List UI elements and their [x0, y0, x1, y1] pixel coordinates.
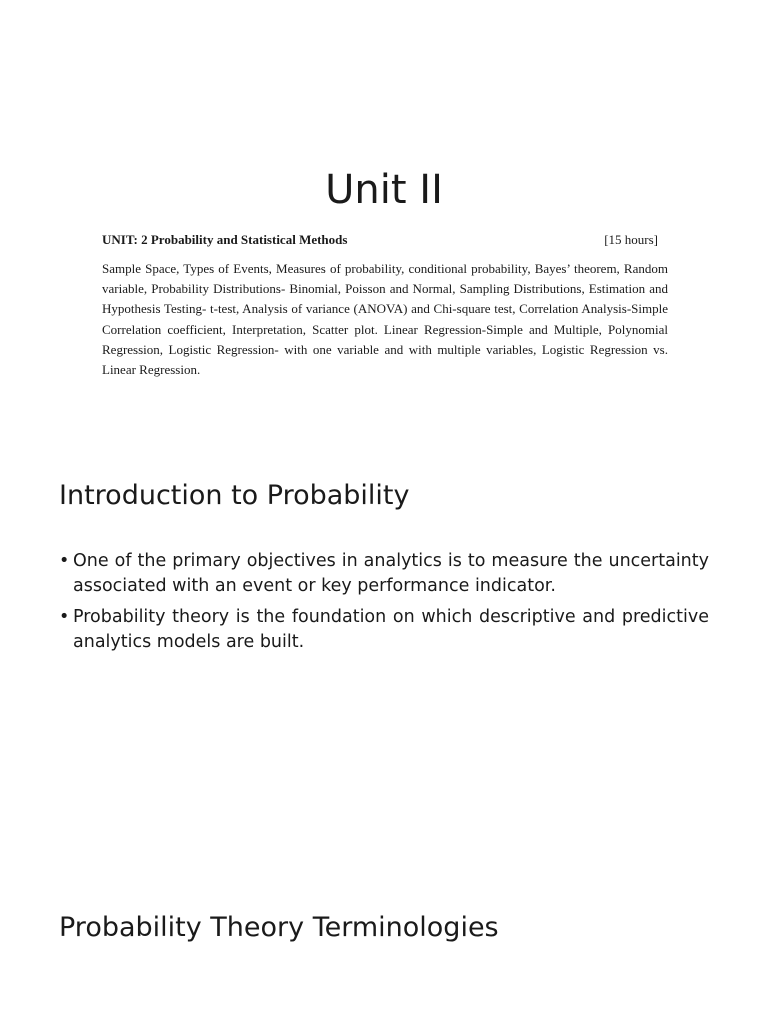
syllabus-excerpt	[102, 230, 668, 380]
bullet-dot: •	[59, 607, 70, 627]
syllabus-body: Sample Space, Types of Events, Measures of probability, conditional probability, Bayes’ theorem, Random variable, Probability Distributions- Binomial, Poisson and Normal, Sampling Distributions, Estimation and Hypothesis Testing- t-test, Analysis of variance (ANOVA) and Chi-square test, Correlation Analysis-Simple Correlation coefficient, Interpretation, Scatter plot. Linear Regression-Simple and Multiple, Polynomial Regression, Logistic Regression- with one variable and with multiple variables, Logistic Regression vs. Linear Regression.	[102, 261, 668, 378]
section-heading-terminologies: Probability Theory Terminologies	[59, 912, 499, 943]
bullet-list	[59, 549, 709, 661]
bullet-item	[59, 605, 709, 654]
bullet-item	[59, 549, 709, 598]
section-heading-introduction: Introduction to Probability	[59, 480, 410, 511]
bullet-text: Probability theory is the foundation on which descriptive and predictive analytics models are built.	[73, 607, 709, 652]
bullet-text: One of the primary objectives in analytics is to measure the uncertainty associated with an event or key performance indicator.	[73, 551, 709, 596]
slide-title: Unit II	[325, 167, 443, 213]
unit-hours: [15 hours]	[604, 232, 658, 247]
unit-heading: UNIT: 2 Probability and Statistical Methods	[102, 232, 348, 247]
bullet-dot: •	[59, 551, 70, 571]
syllabus-header	[102, 230, 668, 250]
